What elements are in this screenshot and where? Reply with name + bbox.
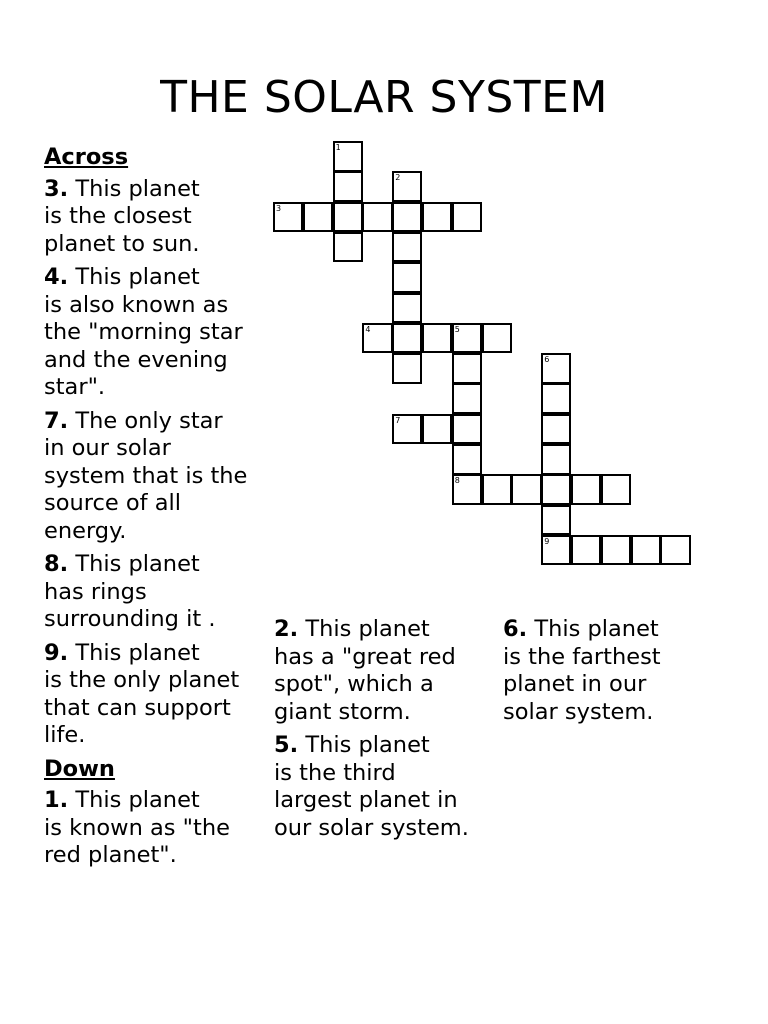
cell-number: 4 xyxy=(365,324,371,334)
clue-text: This planet xyxy=(534,616,659,642)
clue-line xyxy=(44,435,264,463)
clues-column-left xyxy=(44,144,264,876)
clue-text: and the evening xyxy=(44,346,228,373)
clue-line xyxy=(44,176,264,204)
clue-line xyxy=(44,319,264,347)
clue-text: in our solar xyxy=(44,435,171,461)
grid-cell[interactable] xyxy=(333,202,363,233)
clue-line xyxy=(274,616,489,644)
clue-number: 8. xyxy=(44,551,69,577)
clue-text: is known as "the xyxy=(44,814,230,841)
cell-number: 9 xyxy=(544,536,550,546)
clue-number: 1. xyxy=(44,787,69,813)
grid-cell[interactable] xyxy=(601,474,631,505)
clue-3 xyxy=(44,176,264,259)
grid-cell[interactable] xyxy=(422,323,452,354)
clues-column-middle xyxy=(274,616,489,848)
grid-cell[interactable] xyxy=(273,202,303,233)
clue-line xyxy=(44,203,264,231)
cell-number: 1 xyxy=(335,143,341,152)
clue-line xyxy=(503,616,703,644)
clue-line xyxy=(44,579,264,607)
grid-cell[interactable] xyxy=(392,323,422,354)
clue-text: This planet xyxy=(75,264,200,290)
clue-text: has rings xyxy=(44,578,147,605)
clue-5 xyxy=(274,732,489,842)
clue-text: planet in our xyxy=(503,671,647,697)
grid-cell[interactable] xyxy=(541,505,571,536)
clue-line xyxy=(44,551,264,579)
grid-cell[interactable] xyxy=(660,535,690,566)
clue-text: surrounding it . xyxy=(44,606,216,632)
grid-cell[interactable] xyxy=(601,535,631,566)
clue-line xyxy=(503,671,703,699)
clue-text: is the third xyxy=(274,759,396,786)
clue-line xyxy=(274,787,489,815)
clue-line xyxy=(44,292,264,320)
clue-text: This planet xyxy=(305,732,430,758)
grid-cell[interactable] xyxy=(333,232,363,263)
grid-cell[interactable] xyxy=(482,323,512,354)
cell-number: 5 xyxy=(454,324,460,334)
grid-cell[interactable] xyxy=(392,353,422,384)
clue-text: This planet xyxy=(305,616,430,642)
across-clue-list xyxy=(44,176,264,750)
clue-text: This planet xyxy=(75,551,200,577)
clue-line xyxy=(44,667,264,695)
grid-cell[interactable] xyxy=(571,535,601,566)
clue-line xyxy=(44,518,264,546)
grid-cell[interactable] xyxy=(333,171,363,202)
clue-line xyxy=(44,722,264,750)
clue-line xyxy=(274,671,489,699)
grid-cell[interactable] xyxy=(422,414,452,445)
clue-4 xyxy=(44,264,264,402)
clue-text: This planet xyxy=(75,639,200,666)
grid-cell[interactable] xyxy=(452,444,482,475)
clue-line xyxy=(44,815,264,843)
clue-text: is the only planet xyxy=(44,667,240,693)
down-clue-list-a xyxy=(44,787,264,870)
clue-text: spot", which a xyxy=(274,671,434,697)
grid-cell[interactable] xyxy=(392,293,422,324)
clue-number: 3. xyxy=(44,175,69,202)
grid-cell[interactable] xyxy=(541,383,571,414)
clue-number: 6. xyxy=(503,616,528,642)
page-title: THE SOLAR SYSTEM xyxy=(160,72,608,123)
clue-line xyxy=(44,787,264,815)
clue-2 xyxy=(274,616,489,726)
cell-number: 7 xyxy=(395,415,401,425)
grid-cell[interactable] xyxy=(452,474,482,505)
clue-text: largest planet in xyxy=(274,787,458,813)
clue-text: the "morning star xyxy=(44,319,243,345)
clue-line xyxy=(44,374,264,402)
clue-text: red planet". xyxy=(44,842,177,868)
clue-number: 5. xyxy=(274,732,299,758)
clue-line xyxy=(44,640,264,668)
grid-cell[interactable] xyxy=(452,323,482,354)
clue-line xyxy=(274,644,489,672)
clue-line xyxy=(274,815,489,843)
grid-cell[interactable] xyxy=(452,353,482,384)
clue-line xyxy=(503,699,703,727)
clue-text: The only star xyxy=(75,407,223,434)
grid-cell[interactable] xyxy=(482,474,512,505)
clue-line xyxy=(44,490,264,518)
clue-number: 7. xyxy=(44,407,69,434)
clue-text: source of all xyxy=(44,490,181,516)
down-clue-list-b xyxy=(274,616,489,842)
grid-cell[interactable] xyxy=(392,232,422,263)
clues-column-right xyxy=(503,616,703,732)
grid-cell[interactable] xyxy=(541,414,571,445)
grid-cell[interactable] xyxy=(452,383,482,414)
clue-line xyxy=(274,732,489,760)
clue-number: 9. xyxy=(44,639,69,666)
cell-number: 8 xyxy=(454,476,460,486)
grid-cell[interactable] xyxy=(392,262,422,293)
grid-cell[interactable] xyxy=(571,474,601,505)
grid-cell[interactable] xyxy=(511,474,541,505)
grid-cell[interactable] xyxy=(541,535,571,566)
grid-cell[interactable] xyxy=(452,414,482,445)
clue-text: is also known as xyxy=(44,291,229,318)
clue-1 xyxy=(44,787,264,870)
clue-text: solar system. xyxy=(503,698,654,725)
clue-text: is the farthest xyxy=(503,643,661,670)
clue-number: 4. xyxy=(44,264,69,290)
cell-number: 3 xyxy=(276,203,282,213)
grid-cell[interactable] xyxy=(303,202,333,233)
clue-line xyxy=(44,264,264,292)
clue-9 xyxy=(44,640,264,750)
grid-cell[interactable] xyxy=(541,444,571,475)
across-header: Across xyxy=(44,144,129,170)
clue-text: has a "great red xyxy=(274,643,456,670)
clue-text: energy. xyxy=(44,517,127,544)
clue-6 xyxy=(503,616,703,726)
clue-8 xyxy=(44,551,264,634)
clue-text: system that is the xyxy=(44,462,248,489)
clue-line xyxy=(44,231,264,259)
clue-text: This planet xyxy=(75,787,200,813)
clue-text: is the closest xyxy=(44,203,192,229)
clue-line xyxy=(44,842,264,870)
clue-text: our solar system. xyxy=(274,814,469,841)
clue-text: giant storm. xyxy=(274,698,411,725)
clue-line xyxy=(274,760,489,788)
clue-line xyxy=(44,347,264,375)
clue-line xyxy=(44,606,264,634)
grid-cell[interactable] xyxy=(392,171,422,202)
down-clue-list-c xyxy=(503,616,703,726)
cell-number: 2 xyxy=(395,173,401,183)
grid-cell[interactable] xyxy=(541,474,571,505)
clue-line xyxy=(44,408,264,436)
grid-cell[interactable] xyxy=(631,535,661,566)
grid-cell[interactable] xyxy=(452,202,482,233)
clue-line xyxy=(44,463,264,491)
clue-text: This planet xyxy=(75,175,200,202)
clue-text: planet to sun. xyxy=(44,230,200,257)
grid-cell[interactable] xyxy=(392,202,422,233)
clue-line xyxy=(503,644,703,672)
clue-text: life. xyxy=(44,722,86,748)
clue-text: that can support xyxy=(44,694,231,721)
clue-line xyxy=(274,699,489,727)
grid-cell[interactable] xyxy=(541,353,571,384)
grid-cell[interactable] xyxy=(333,141,363,172)
grid-cell[interactable] xyxy=(422,202,452,233)
clue-text: star". xyxy=(44,374,106,400)
grid-cell[interactable] xyxy=(362,202,392,233)
grid-cell[interactable] xyxy=(362,323,392,354)
down-header: Down xyxy=(44,755,115,782)
cell-number: 6 xyxy=(544,355,550,365)
grid-cell[interactable] xyxy=(392,414,422,445)
clue-7 xyxy=(44,408,264,546)
clue-number: 2. xyxy=(274,616,299,642)
clue-line xyxy=(44,695,264,723)
